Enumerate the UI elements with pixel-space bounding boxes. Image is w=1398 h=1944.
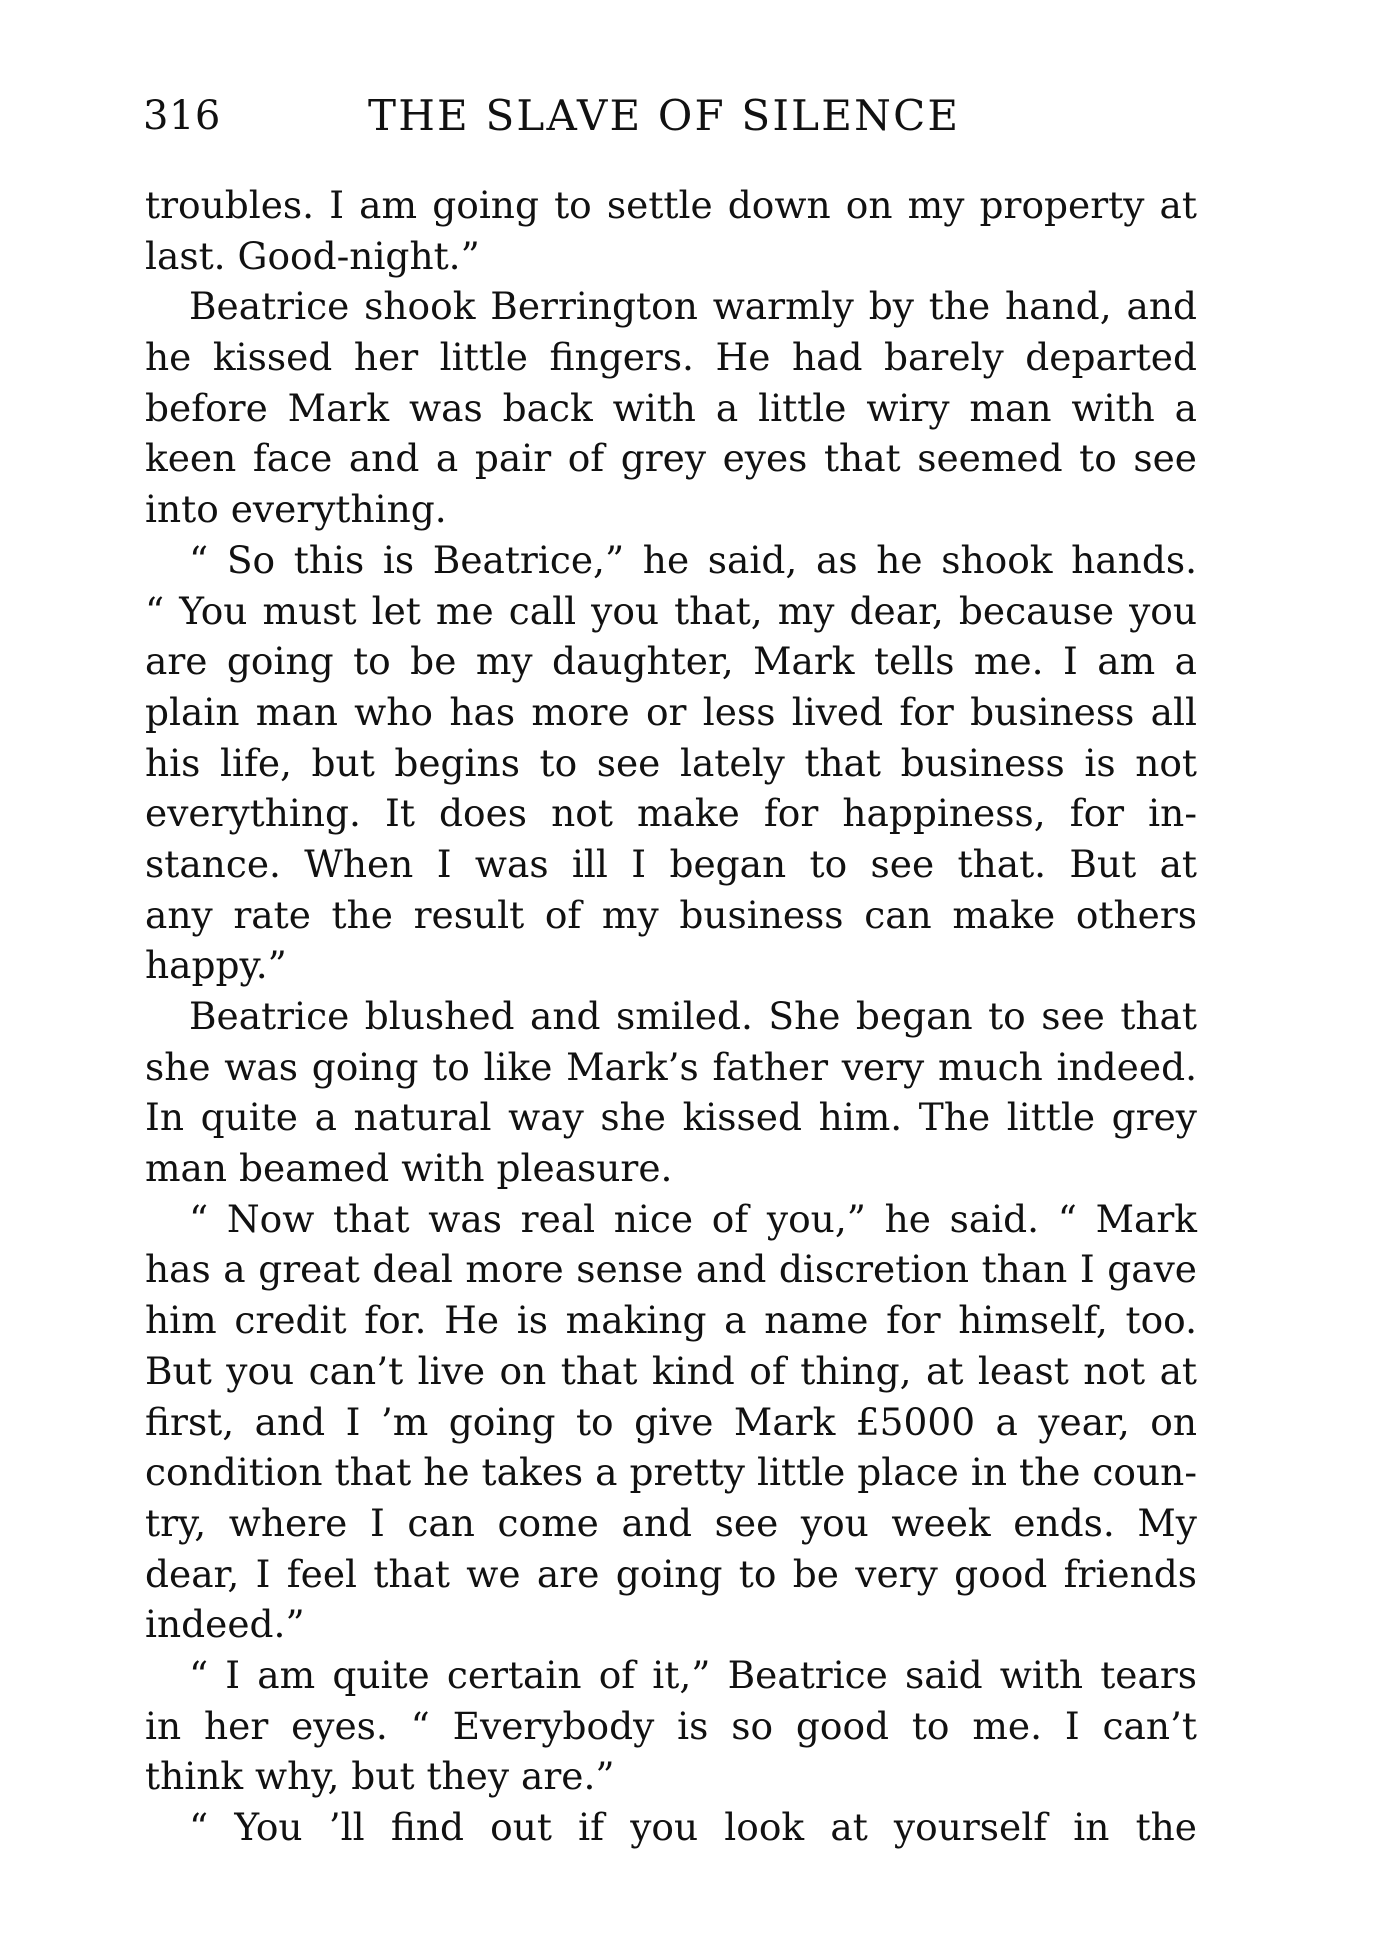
text-line: stance. When I was ill I began to see that. But at [145, 841, 1197, 886]
text-line: keen face and a pair of grey eyes that seemed to see [145, 436, 1197, 481]
book-title: THE SLAVE OF SILENCE [368, 91, 961, 140]
text-line: are going to be my daughter, Mark tells me. I am a [145, 639, 1197, 684]
text-line: first, and I ’m going to give Mark £5000 a year, on [145, 1399, 1197, 1444]
text-line: But you can’t live on that kind of thing, at least not at [145, 1348, 1197, 1393]
text-line: “ Now that was real nice of you,” he said. “ Mark [189, 1196, 1197, 1241]
text-line: troubles. I am going to settle down on my property at [145, 183, 1197, 227]
text-line: think why, but they are.” [145, 1754, 615, 1799]
text-line: indeed.” [145, 1602, 305, 1647]
page-number: 316 [143, 93, 221, 139]
text-line: “ So this is Beatrice,” he said, as he shook hands. [189, 537, 1197, 582]
text-line: last. Good-night.” [145, 233, 480, 278]
text-line: in her eyes. “ Everybody is so good to me. I can’t [145, 1703, 1197, 1748]
text-line: his life, but begins to see lately that business is not [145, 740, 1197, 785]
text-line: try, where I can come and see you week ends. My [145, 1500, 1197, 1545]
text-line: into everything. [145, 487, 447, 532]
text-line: she was going to like Mark’s father very much indeed. [145, 1044, 1197, 1089]
running-head [143, 86, 1203, 146]
text-line: man beamed with pleasure. [145, 1146, 673, 1191]
text-line: dear, I feel that we are going to be very good friends [145, 1551, 1197, 1596]
text-line: “ You must let me call you that, my dear, because you [145, 588, 1197, 633]
text-line: Beatrice blushed and smiled. She began to see that [189, 994, 1197, 1038]
text-line: condition that he takes a pretty little place in the coun- [145, 1450, 1197, 1495]
text-line: has a great deal more sense and discretion than I gave [145, 1247, 1197, 1292]
text-line: happy.” [145, 943, 287, 988]
text-line: In quite a natural way she kissed him. The little grey [145, 1095, 1197, 1140]
text-line: everything. It does not make for happiness, for in- [145, 791, 1197, 836]
text-line: he kissed her little fingers. He had barely departed [145, 335, 1197, 380]
text-line: “ I am quite certain of it,” Beatrice said with tears [189, 1652, 1197, 1697]
text-line: before Mark was back with a little wiry man with a [145, 385, 1197, 430]
text-line: him credit for. He is making a name for himself, too. [145, 1298, 1197, 1343]
text-line: “ You ’ll find out if you look at yourself in the [189, 1805, 1197, 1849]
text-line: plain man who has more or less lived for business all [145, 689, 1197, 734]
text-line: Beatrice shook Berrington warmly by the hand, and [189, 284, 1197, 329]
body-text [145, 180, 1197, 1853]
text-line: any rate the result of my business can make others [145, 892, 1197, 937]
